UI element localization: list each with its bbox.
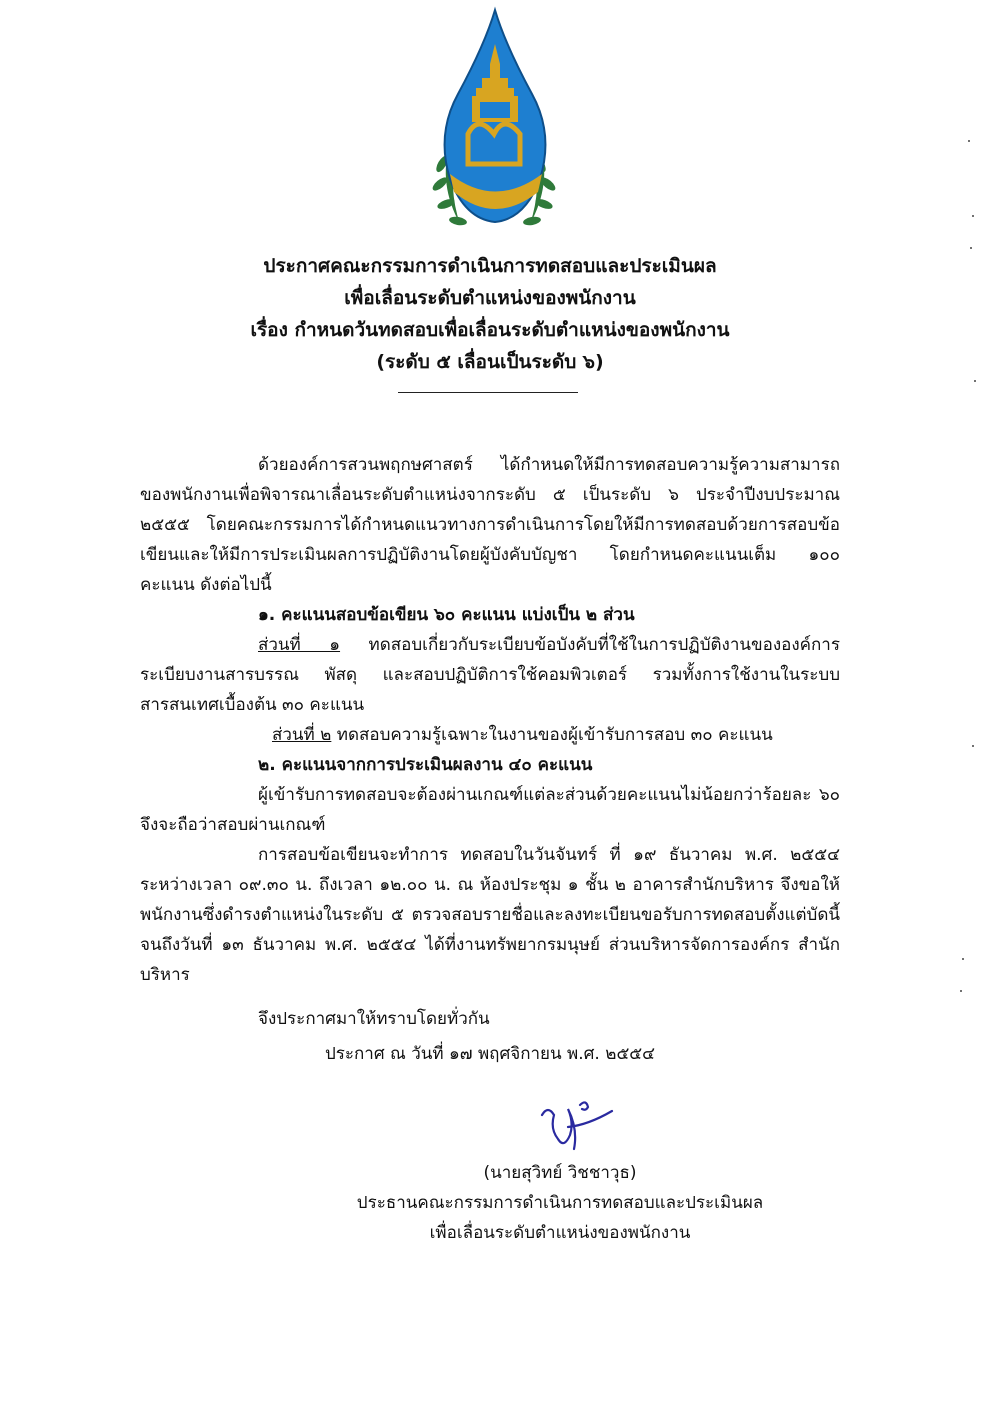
header-line-1: ประกาศคณะกรรมการดำเนินการทดสอบและประเมินผล: [263, 255, 717, 277]
header-subject: เรื่อง กำหนดวันทดสอบเพื่อเลื่อนระดับตำแหน่งของพนักงาน: [250, 319, 730, 341]
part-1: [140, 630, 840, 720]
organization-logo: [420, 4, 570, 244]
signatory-title-2: เพื่อเลื่อนระดับตำแหน่งของพนักงาน: [429, 1223, 691, 1243]
item-performance: ๒. คะแนนจากการประเมินผลงาน ๔๐ คะแนน: [258, 755, 593, 775]
part-2-text: ทดสอบความรู้เฉพาะในงานของผู้เข้ารับการสอบ ๓๐ คะแนน: [331, 725, 773, 745]
item-written-exam: ๑. คะแนนสอบข้อเขียน ๖๐ คะแนน แบ่งเป็น ๒ ส่วน: [258, 605, 635, 625]
signatory-block: [300, 1158, 820, 1248]
paragraph-criteria: ผู้เข้ารับการทดสอบจะต้องผ่านเกณฑ์แต่ละส่วนด้วยคะแนนไม่น้อยกว่าร้อยละ ๖๐ จึงจะถือว่าสอบผ่านเกณฑ์: [140, 785, 840, 835]
paragraph-closing: จึงประกาศมาให้ทราบโดยทั่วกัน: [258, 1009, 490, 1029]
signatory-title-1: ประธานคณะกรรมการดำเนินการทดสอบและประเมินผล: [356, 1193, 764, 1213]
paragraph-intro: ด้วยองค์การสวนพฤกษศาสตร์ ได้กำหนดให้มีการทดสอบความรู้ความสามารถของพนักงานเพื่อพิจารณาเลื่อนระดับตำแหน่งจากระดับ ๕ เป็นระดับ ๖ ประจำปีงบประมาณ ๒๕๕๕ โดยคณะกรรมการได้กำหนดแนวทางการดำเนินการโดยให้มีการทดสอบด้วยการสอบข้อเขียนและให้มีการประเมินผลการปฏิบัติงานโดยผู้บังคับบัญชา โดยกำหนดคะแนนเต็ม ๑๐๐ คะแนน ดังต่อไปนี้: [140, 455, 840, 595]
announcement-body: [140, 450, 840, 1034]
part-2: [140, 720, 840, 750]
announcement-header: [140, 250, 840, 378]
handwritten-signature: [530, 1095, 620, 1165]
announcement-date: ประกาศ ณ วันที่ ๑๗ พฤศจิกายน พ.ศ. ๒๕๕๔: [324, 1044, 656, 1064]
part-1-text: ทดสอบเกี่ยวกับระเบียบข้อบังคับที่ใช้ในการปฏิบัติงานขององค์การ ระเบียบงานสารบรรณ พัสดุ และสอบปฏิบัติการใช้คอมพิวเตอร์ รวมทั้งการใช้งานในระบบสารสนเทศเบื้องต้น ๓๐ คะแนน: [140, 635, 840, 715]
header-level: (ระดับ ๕ เลื่อนเป็นระดับ ๖): [376, 351, 604, 373]
header-divider: [398, 392, 578, 393]
part-1-label: ส่วนที่ ๑: [258, 635, 341, 655]
header-line-2: เพื่อเลื่อนระดับตำแหน่งของพนักงาน: [344, 287, 636, 309]
paragraph-exam-schedule: การสอบข้อเขียนจะทำการ ทดสอบในวันจันทร์ ที่ ๑๙ ธันวาคม พ.ศ. ๒๕๕๔ ระหว่างเวลา ๐๙.๓๐ น. ถึงเวลา ๑๒.๐๐ น. ณ ห้องประชุม ๑ ชั้น ๒ อาคารสำนักบริหาร จึงขอให้พนักงานซึ่งดำรงตำแหน่งในระดับ ๕ ตรวจสอบรายชื่อและลงทะเบียนขอรับการทดสอบตั้งแต่บัดนี้ จนถึงวันที่ ๑๓ ธันวาคม พ.ศ. ๒๕๕๔ ได้ที่งานทรัพยากรมนุษย์ ส่วนบริหารจัดการองค์กร สำนักบริหาร: [140, 845, 840, 985]
part-2-label: ส่วนที่ ๒: [272, 725, 332, 745]
signatory-name: (นายสุวิทย์ วิชชาวุธ): [483, 1163, 637, 1183]
